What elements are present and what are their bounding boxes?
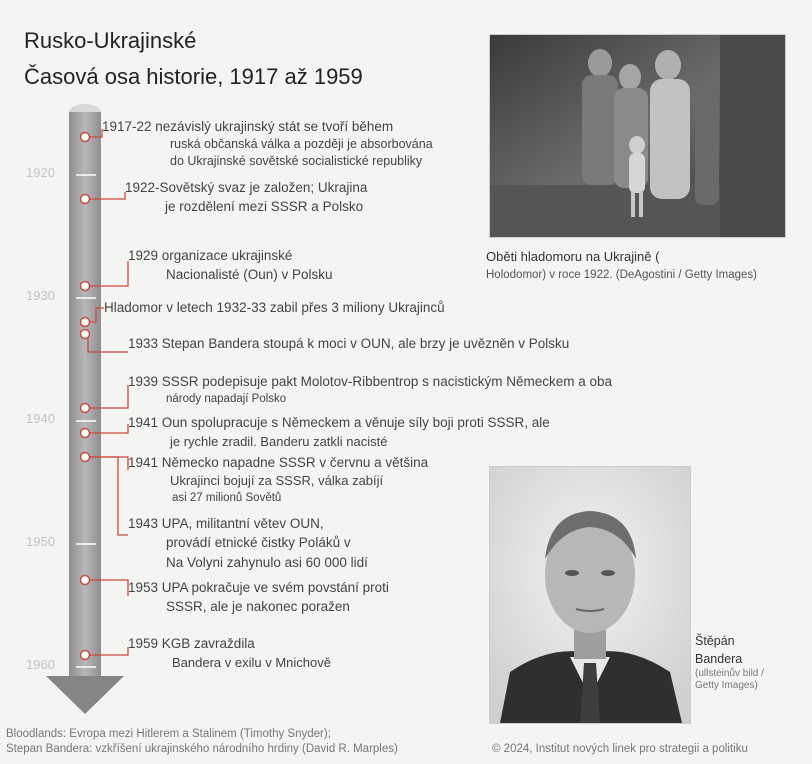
event-1939 (128, 372, 612, 407)
marker-1953 (81, 576, 90, 585)
event-1943 (128, 514, 368, 573)
event-1933 (128, 334, 569, 353)
marker-1933 (81, 330, 90, 339)
event-1959-line-2: Bandera v exilu v Mnichově (172, 655, 331, 670)
footer-source-line-1: Bloodlands: Evropa mezi Hitlerem a Stalinem (Timothy Snyder); (6, 728, 331, 740)
year-label-1920: 1920 (26, 165, 55, 180)
event-1941a (128, 413, 550, 451)
marker-1941a (81, 429, 90, 438)
holodomor-caption (486, 248, 757, 284)
event-1943-line-2: provádí etnické čistky Poláků v (166, 535, 351, 550)
holodomor-photo (489, 34, 786, 238)
event-1941a-line-1: 1941 Oun spolupracuje s Německem a věnuje síly boji proti SSSR, ale (128, 415, 550, 430)
marker-1929 (81, 282, 90, 291)
event-1941b-line-3: asi 27 milionů Sovětů (172, 492, 282, 504)
event-1917-line-3: do Ukrajinské sovětské socialistické republiky (170, 154, 423, 168)
marker-1932 (81, 318, 90, 327)
holodomor-caption-line-2: Holodomor) v roce 1922. (DeAgostini / Getty Images) (486, 269, 758, 281)
event-1917-line-1: 1917-22 nezávislý ukrajinský stát se tvoří během (102, 119, 394, 134)
year-label-1950: 1950 (26, 534, 55, 549)
title-line-2: Časová osa historie, 1917 až 1959 (24, 64, 363, 89)
event-1959-line-1: 1959 KGB zavraždila (128, 636, 255, 651)
holodomor-caption-line-1: Oběti hladomoru na Ukrajině ( (486, 249, 660, 264)
year-label-1940: 1940 (26, 411, 55, 426)
marker-1959 (81, 651, 90, 660)
event-1932 (104, 298, 445, 317)
event-1939-line-1: 1939 SSSR podepisuje pakt Molotov-Ribbentrop s nacistickým Německem a oba (128, 374, 612, 389)
event-1929 (128, 246, 333, 284)
event-1941a-line-2: je rychle zradil. Banderu zatkli nacisté (170, 434, 388, 449)
year-label-1960: 1960 (26, 657, 55, 672)
title-line-1: Rusko-Ukrajinské (24, 28, 197, 53)
event-1943-line-3: Na Volyni zahynulo asi 60 000 lidí (166, 555, 368, 570)
footer-sources (6, 727, 398, 757)
event-1943-line-1: 1943 UPA, militantní větev OUN, (128, 516, 324, 531)
event-1922-line-2: je rozdělení mezi SSSR a Polsko (165, 199, 364, 214)
year-label-1930: 1930 (26, 288, 55, 303)
event-1941b (128, 453, 428, 506)
marker-1941b (81, 453, 90, 462)
event-1953 (128, 578, 389, 617)
marker-1922 (81, 195, 90, 204)
footer-source-line-2: Stepan Bandera: vzkříšení ukrajinského národního hrdiny (David R. Marples) (6, 743, 398, 755)
event-1922 (125, 178, 367, 216)
bandera-portrait (489, 466, 691, 724)
event-1917 (102, 117, 433, 170)
event-1922-line-1: 1922-Sovětský svaz je založen; Ukrajina (125, 180, 368, 195)
bandera-caption (695, 632, 764, 692)
event-1939-line-2: národy napadají Polsko (166, 393, 287, 405)
marker-1917 (81, 133, 90, 142)
bandera-caption-line-2: Bandera (695, 652, 743, 666)
timeline-arrowhead (46, 676, 124, 714)
event-1953-line-2: SSSR, ale je nakonec poražen (166, 599, 350, 614)
bandera-caption-line-1: Štěpán (695, 634, 735, 648)
bandera-credit-line-1: (ullsteinův bild / (695, 668, 764, 679)
event-1941b-line-1: 1941 Německo napadne SSSR v červnu a většina (128, 455, 429, 470)
event-1929-line-1: 1929 organizace ukrajinské (128, 248, 293, 263)
event-1933-line-1: 1933 Stepan Bandera stoupá k moci v OUN, ale brzy je uvězněn v Polsku (128, 336, 570, 351)
event-1917-line-2: ruská občanská válka a později je absorbována (170, 137, 433, 151)
event-1959 (128, 634, 331, 672)
event-1932-line-1: Hladomor v letech 1932-33 zabil přes 3 miliony Ukrajinců (104, 300, 445, 315)
bandera-credit-line-2: Getty Images) (695, 680, 758, 691)
footer-copyright: © 2024, Institut nových linek pro strategii a politiku (492, 743, 748, 755)
event-1953-line-1: 1953 UPA pokračuje ve svém povstání proti (128, 580, 389, 595)
marker-1939 (81, 404, 90, 413)
event-1941b-line-2: Ukrajinci bojují za SSSR, válka zabíjí (170, 473, 384, 488)
event-1929-line-2: Nacionalisté (Oun) v Polsku (166, 267, 333, 282)
